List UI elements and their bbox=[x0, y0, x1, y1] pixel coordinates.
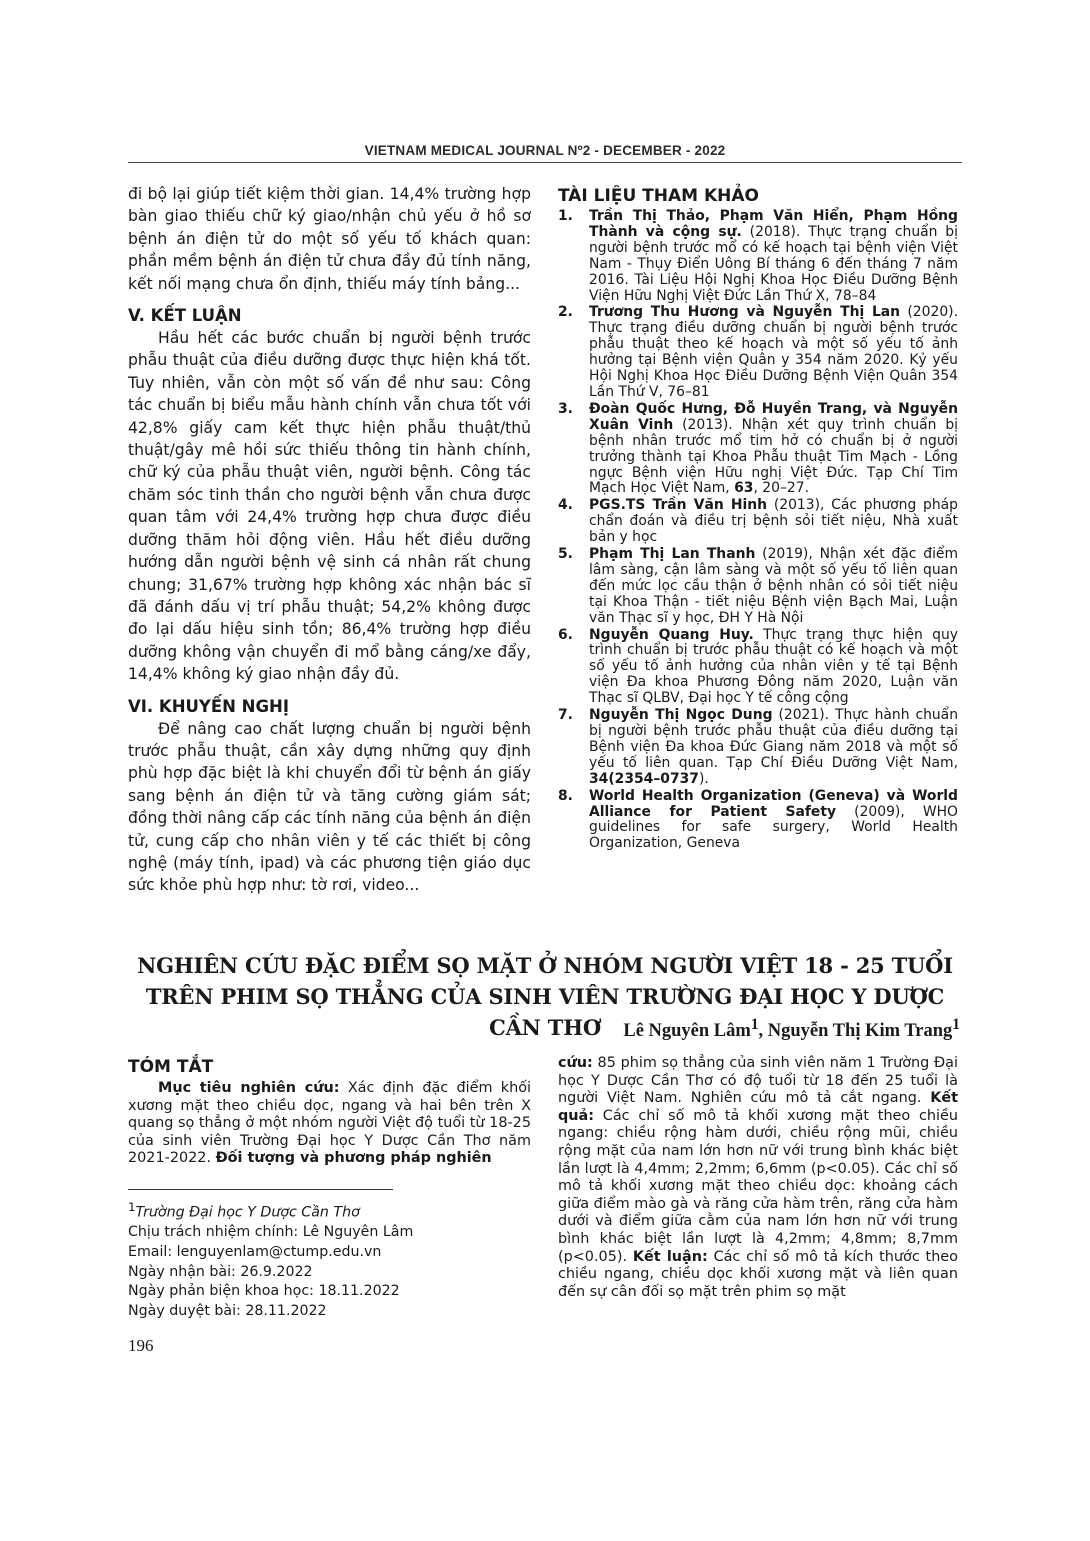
reference-authors: Đoàn Quốc Hưng, Đỗ Huyền Trang, và Nguyễn Xuân Vinh bbox=[589, 400, 958, 433]
references-list bbox=[558, 209, 958, 852]
affiliation: Trường Đại học Y Dược Cần Thơ bbox=[135, 1204, 360, 1221]
reference-authors: Nguyễn Thị Ngọc Dung bbox=[589, 707, 773, 724]
abstract-objective-text: Xác định đặc điểm khối xương mặt theo chiều dọc, ngang và hai bên trên X quang sọ thẳng ở một nhóm người Việt độ tuổi từ 18-25 của sinh viên Trường Đại học Y Dược Cần Thơ năm 2021-2022. bbox=[128, 1080, 531, 1167]
reference-body bbox=[589, 789, 958, 853]
reference-text: (2013). Nhận xét quy trình chuẩn bị bệnh nhân trước mổ tim hở có chuẩn bị ở người trưởng thành tại Khoa Phẫu thuật Tim Mạch - Lồng ngực Bệnh viện Hữu nghị Việt Đức. Tạp Chí Tim Mạch Học Việt Nam, bbox=[589, 416, 958, 497]
reference-number: 6. bbox=[558, 626, 573, 643]
footnote-rule bbox=[128, 1189, 393, 1190]
date-approved: Ngày duyệt bài: 28.11.2022 bbox=[128, 1302, 327, 1319]
reference-item bbox=[558, 305, 958, 400]
conclusion-text: Hầu hết các bước chuẩn bị người bệnh trước phẫu thuật của điều dưỡng được thực hiện khá tốt. Tuy nhiên, vẫn còn một số vấn đề như sau: Công tác chuẩn bị biểu mẫu hành chính vẫn chưa tốt với 42,8% giấy cam kết thực hiện phẫu thuật/thủ thuật/gây mê hồi sức thiếu thông tin hành chính, chữ ký của phẫu thuật viên, người bệnh. Công tác chăm sóc tinh thần cho người bệnh vẫn chưa được quan tâm với 24,4% trường hợp chưa được điều dưỡng thăm hỏi động viên. Hầu hết điều dưỡng hướng dẫn người bệnh vệ sinh cá nhân rất chung chung; 31,67% trường hợp không xác nhận bác sĩ đã đánh dấu vị trí phẫu thuật; 54,2% không được đo lại dấu hiệu sinh tồn; 86,4% trường hợp điều dưỡng không vận chuyển đi mổ bằng cáng/xe đẩy, 14,4% không ký giao nhận đầy đủ. bbox=[128, 329, 531, 684]
reference-text: (2013), Các phương pháp chẩn đoán và điều trị bệnh sỏi tiết niệu, Nhà xuất bản y học bbox=[589, 497, 958, 546]
reference-text: Thực trạng thực hiện quy trình chuẩn bị trước phẫu thuật có kế hoạch và một số yếu tố ảnh hưởng của nhân viên y tế tại Bệnh viện Đa khoa Phương Đông năm 2020, Luận văn Thạc sĩ QLBV, Đại học Y tế công cộng bbox=[589, 626, 958, 707]
header-rule bbox=[128, 162, 962, 163]
reference-authors: Trương Thu Hương và Nguyễn Thị Lan bbox=[589, 304, 901, 321]
reference-authors: PGS.TS Trần Văn Hinh bbox=[589, 497, 768, 514]
reference-text: (2019), Nhận xét đặc điểm lâm sàng, cận lâm sàng và một số yếu tố liên quan đến mức lọc cầu thận ở bệnh nhân có sỏi tiết niệu tại Khoa Thận - tiết niệu Bệnh viện Bạch Mai, Luận văn Thạc sĩ y học, ĐH Y Hà Nội bbox=[589, 546, 959, 626]
reference-body bbox=[589, 498, 958, 546]
date-reviewed: Ngày phản biện khoa học: 18.11.2022 bbox=[128, 1283, 400, 1300]
reference-pages: ). bbox=[698, 770, 709, 787]
article-title: NGHIÊN CỨU ĐẶC ĐIỂM SỌ MẶT Ở NHÓM NGƯỜI VIỆT 18 - 25 TUỔI TRÊN PHIM SỌ THẲNG CỦA SINH VIÊN TRƯỜNG ĐẠI HỌC Y DƯỢC CẦN THƠ bbox=[137, 953, 953, 1040]
reference-number: 3. bbox=[558, 400, 573, 417]
abstract-results-label: Kết quả: bbox=[558, 1090, 958, 1124]
date-received: Ngày nhận bài: 26.9.2022 bbox=[128, 1263, 313, 1280]
author-2: Nguyễn Thị Kim Trang bbox=[767, 1021, 953, 1042]
contact-email: Email: lenguyenlam@ctump.edu.vn bbox=[128, 1243, 382, 1260]
reference-volume: 63 bbox=[734, 480, 754, 497]
author-2-affiliation: 1 bbox=[952, 1016, 960, 1033]
conclusion-heading: V. KẾT LUẬN bbox=[128, 306, 242, 326]
footnote bbox=[128, 1198, 413, 1321]
reference-authors: Trần Thị Thảo, Phạm Văn Hiển, Phạm Hồng Thành và cộng sự. bbox=[589, 208, 958, 240]
abstract-right bbox=[558, 1055, 958, 1301]
reference-body bbox=[589, 547, 958, 627]
reference-pages: , 20–27. bbox=[753, 480, 809, 497]
abstract-objective-label: Mục tiêu nghiên cứu: bbox=[158, 1080, 340, 1096]
references-section bbox=[558, 185, 958, 853]
reference-text: (2009), WHO guidelines for safe surgery, World Health Organization, Geneva bbox=[589, 803, 958, 852]
reference-number: 7. bbox=[558, 707, 573, 724]
recommendation-heading: VI. KHUYẾN NGHỊ bbox=[128, 696, 289, 716]
reference-number: 2. bbox=[558, 304, 573, 321]
reference-item bbox=[558, 209, 958, 304]
reference-text: (2018). Thực trạng chuẩn bị người bệnh trước mổ có kế hoạch tại bệnh viện Việt Nam - Thụy Điển Uông Bí tháng 6 đến tháng 7 năm 2016. Tài Liệu Hội Nghị Khoa Học Điều Dưỡng Bệnh Viện Hữu Nghị Việt Đức Lần Thứ X, 78–84 bbox=[589, 223, 958, 304]
reference-item bbox=[558, 498, 958, 546]
page-number: 196 bbox=[128, 1336, 154, 1355]
reference-item bbox=[558, 628, 958, 708]
abstract-results-text: Các chỉ số mô tả khối xương mặt theo chiều ngang: chiều rộng hàm dưới, chiều rộng mũi, chiều rộng mặt của nam lớn hơn nữ với trung bình khác biệt lần lượt là 4,4mm; 2,2mm; 6,6mm (p<0.05). Các chỉ số mô tả khối xương mặt theo chiều dọc: khoảng cách giữa điểm mào gà và răng cửa hàm trên, răng cửa hàm dưới và điểm giữa cằm của nam lớn hơn nữ với trung bình khác biệt lần lượt là 4,2mm; 4,8mm; 8,7mm (p<0.05). bbox=[558, 1107, 958, 1265]
reference-item bbox=[558, 789, 958, 853]
author-separator: , bbox=[758, 1021, 768, 1042]
reference-body bbox=[589, 209, 958, 304]
reference-item bbox=[558, 708, 958, 788]
reference-text: (2020). Thực trạng điều dưỡng chuẩn bị người bệnh trước phẫu thuật theo kế hoạch và một số yếu tố ảnh hưởng tại Bệnh viện Quân y 354 năm 2020. Kỷ yếu Hội Nghị Khoa Học Điều Dưỡng Bệnh Viện Quân 354 Lần Thứ V, 76–81 bbox=[589, 304, 958, 400]
author-1-affiliation: 1 bbox=[750, 1016, 759, 1033]
responsible-author: Chịu trách nhiệm chính: Lê Nguyên Lâm bbox=[128, 1224, 414, 1241]
abstract-methods-label-end: cứu: bbox=[558, 1055, 593, 1071]
reference-body bbox=[589, 708, 958, 788]
reference-authors: Nguyễn Quang Huy. bbox=[589, 626, 754, 643]
reference-number: 8. bbox=[558, 787, 573, 804]
reference-text: (2021). Thực hành chuẩn bị người bệnh trước phẫu thuật của điều dưỡng tại Bệnh viện Đa khoa Đức Giang năm 2018 và một số yếu tố liên quan. Tạp Chí Điều Dưỡng Việt Nam, bbox=[589, 707, 958, 771]
reference-body bbox=[589, 305, 958, 400]
abstract-conclusion-label: Kết luận: bbox=[632, 1248, 708, 1265]
left-column bbox=[128, 183, 531, 897]
reference-body bbox=[589, 402, 958, 497]
journal-header: VIETNAM MEDICAL JOURNAL Nº2 - DECEMBER - 2022 bbox=[364, 143, 726, 158]
reference-number: 5. bbox=[558, 546, 573, 563]
reference-number: 1. bbox=[558, 208, 573, 224]
abstract-left bbox=[128, 1080, 531, 1168]
recommendation-text: Để nâng cao chất lượng chuẩn bị người bệnh trước phẫu thuật, cần xây dựng những quy định phù hợp đặc biệt là khi chuyển đổi từ bệnh án giấy sang bệnh án điện tử và tăng cường giám sát; đồng thời nâng cấp các tính năng của bệnh án điện tử, cung cấp cho nhân viên y tế các thiết bị công nghệ (máy tính, ipad) và các phương tiện giáo dục sức khỏe phù hợp như: tờ rơi, video... bbox=[128, 719, 531, 895]
author-1: Lê Nguyên Lâm bbox=[623, 1021, 751, 1042]
reference-authors: World Health Organization (Geneva) và World Alliance for Patient Safety bbox=[589, 787, 958, 820]
abstract-methods-text: 85 phim sọ thẳng của sinh viên năm 1 Trường Đại học Y Dược Cần Thơ có độ tuổi từ 18 đến 25 tuổi là người Việt Nam. Nghiên cứu mô tả cắt ngang. bbox=[558, 1055, 958, 1107]
abstract-conclusion-text: Các chỉ số mô tả kích thước theo chiều ngang, chiều dọc khối xương mặt và liên quan đến sự cân đối sọ mặt trên phim sọ mặt bbox=[558, 1248, 958, 1300]
intro-paragraph: đi bộ lại giúp tiết kiệm thời gian. 14,4% trường hợp bàn giao thiếu chữ ký giao/nhận chủ yếu ở hồ sơ bệnh án điện tử do một số yếu tố khách quan: phần mềm bệnh án điện tử chưa đầy đủ tính năng, kết nối mạng chưa ổn định, thiếu máy tính bảng... bbox=[128, 185, 531, 293]
reference-body bbox=[589, 628, 958, 708]
affiliation-sup: 1 bbox=[128, 1200, 136, 1214]
reference-volume: 34(2354–0737 bbox=[589, 770, 699, 787]
article-authors bbox=[520, 1016, 960, 1042]
abstract-methods-label: Đối tượng và phương pháp nghiên bbox=[215, 1150, 492, 1167]
reference-number: 4. bbox=[558, 497, 573, 514]
references-heading: TÀI LIỆU THAM KHẢO bbox=[558, 186, 759, 206]
reference-authors: Phạm Thị Lan Thanh bbox=[589, 546, 756, 563]
abstract-heading: TÓM TẮT bbox=[128, 1057, 214, 1077]
reference-item bbox=[558, 547, 958, 627]
reference-item bbox=[558, 402, 958, 497]
